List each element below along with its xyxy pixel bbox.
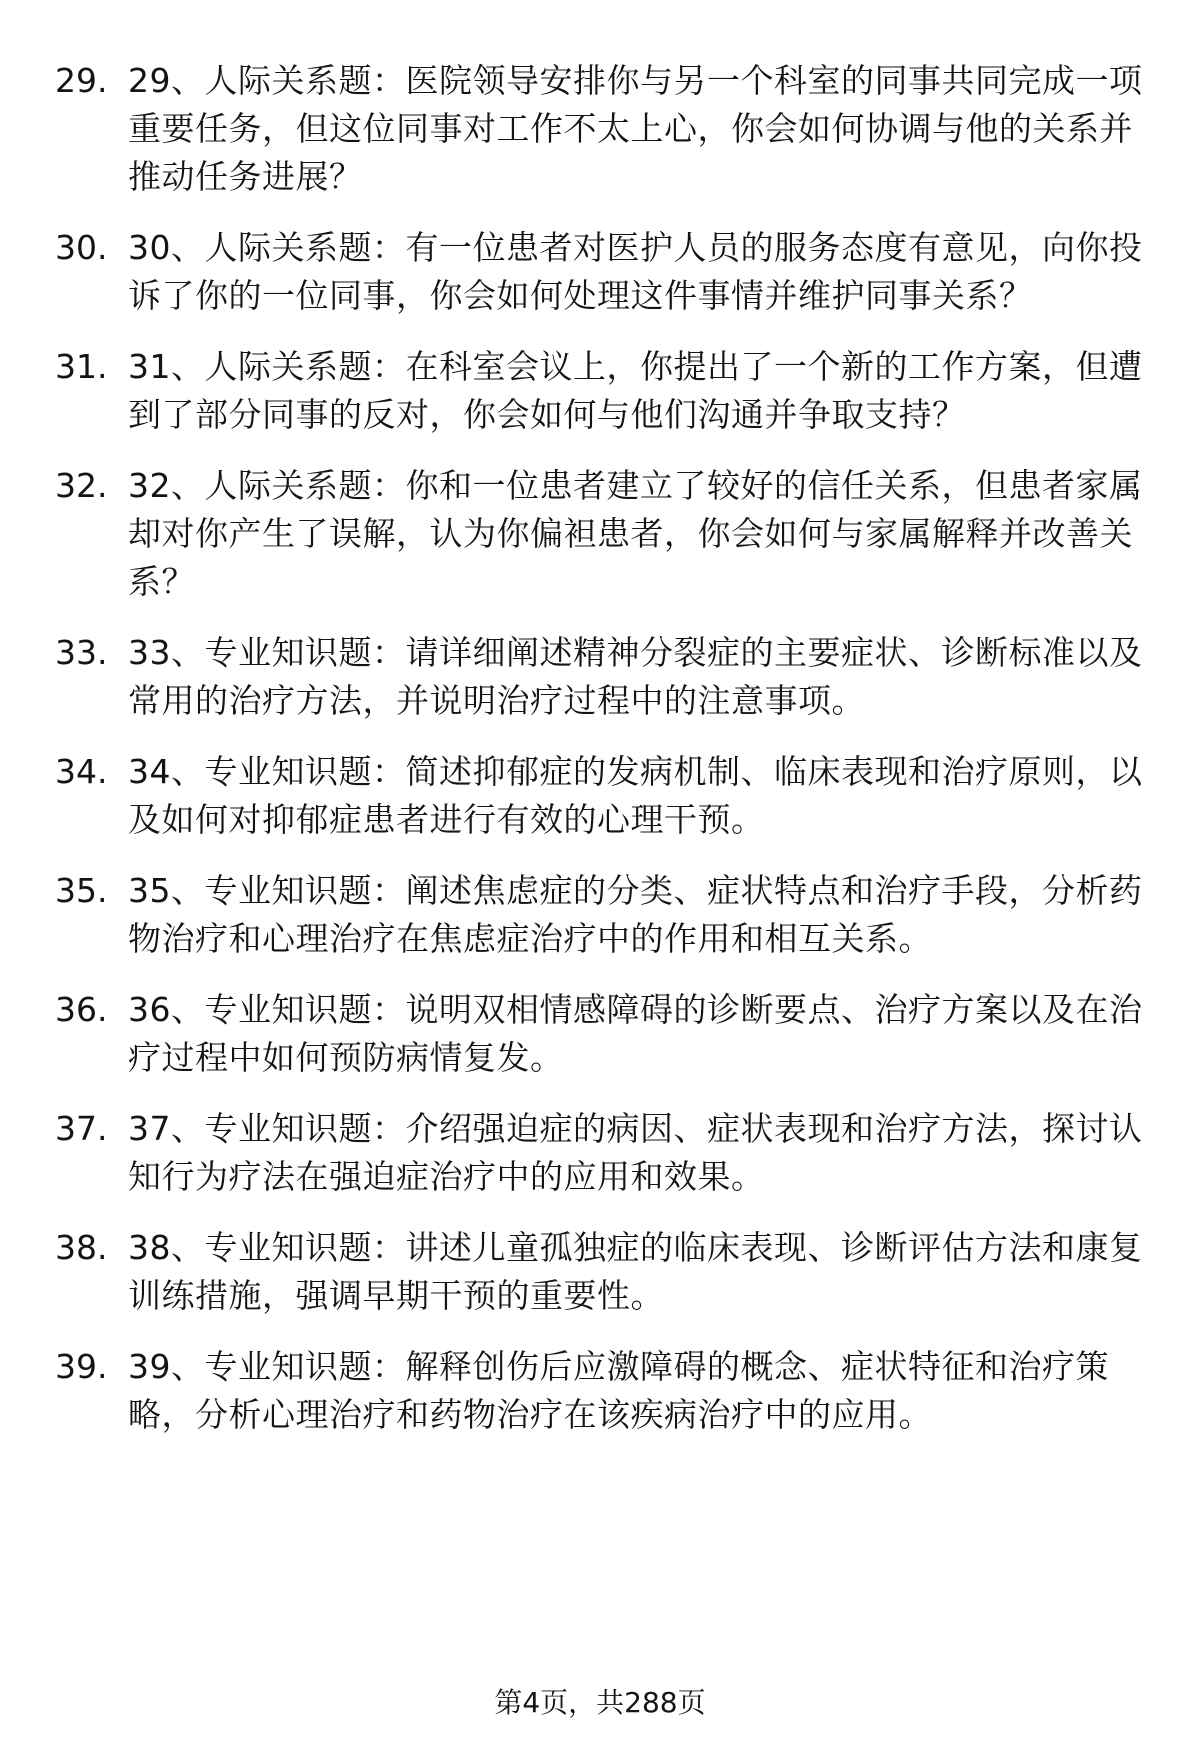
- question-list: [55, 57, 1145, 1462]
- question-text: 30、人际关系题：有一位患者对医护人员的服务态度有意见，向你投诉了你的一位同事，你会如何处理这件事情并维护同事关系？: [128, 228, 1143, 315]
- list-item: [55, 748, 1145, 844]
- question-text: 38、专业知识题：讲述儿童孤独症的临床表现、诊断评估方法和康复训练措施，强调早期干预的重要性。: [128, 1228, 1143, 1315]
- list-item: [55, 986, 1145, 1082]
- question-text: 35、专业知识题：阐述焦虑症的分类、症状特点和治疗手段，分析药物治疗和心理治疗在焦虑症治疗中的作用和相互关系。: [128, 871, 1143, 958]
- question-number: 35.: [55, 871, 108, 910]
- question-number: 39.: [55, 1347, 108, 1386]
- list-item: [55, 224, 1145, 320]
- question-number: 37.: [55, 1109, 108, 1148]
- list-item: [55, 1224, 1145, 1320]
- list-item: [55, 867, 1145, 963]
- page-number-footer: 第4页，共288页: [494, 1686, 706, 1719]
- question-number: 36.: [55, 990, 108, 1029]
- list-item: [55, 57, 1145, 201]
- question-text: 29、人际关系题：医院领导安排你与另一个科室的同事共同完成一项重要任务，但这位同事对工作不太上心，你会如何协调与他的关系并推动任务进展？: [128, 61, 1143, 196]
- question-text: 31、人际关系题：在科室会议上，你提出了一个新的工作方案，但遭到了部分同事的反对，你会如何与他们沟通并争取支持？: [128, 347, 1143, 434]
- question-text: 34、专业知识题：简述抑郁症的发病机制、临床表现和治疗原则，以及如何对抑郁症患者进行有效的心理干预。: [128, 752, 1143, 839]
- question-number: 32.: [55, 466, 108, 505]
- list-item: [55, 629, 1145, 725]
- list-item: [55, 1343, 1145, 1439]
- question-number: 38.: [55, 1228, 108, 1267]
- question-number: 31.: [55, 347, 108, 386]
- list-item: [55, 462, 1145, 606]
- question-text: 32、人际关系题：你和一位患者建立了较好的信任关系，但患者家属却对你产生了误解，认为你偏袒患者，你会如何与家属解释并改善关系？: [128, 466, 1143, 601]
- list-item: [55, 343, 1145, 439]
- list-item: [55, 1105, 1145, 1201]
- question-number: 34.: [55, 752, 108, 791]
- question-text: 33、专业知识题：请详细阐述精神分裂症的主要症状、诊断标准以及常用的治疗方法，并说明治疗过程中的注意事项。: [128, 633, 1143, 720]
- question-number: 33.: [55, 633, 108, 672]
- question-number: 30.: [55, 228, 108, 267]
- question-text: 37、专业知识题：介绍强迫症的病因、症状表现和治疗方法，探讨认知行为疗法在强迫症治疗中的应用和效果。: [128, 1109, 1143, 1196]
- question-text: 36、专业知识题：说明双相情感障碍的诊断要点、治疗方案以及在治疗过程中如何预防病情复发。: [128, 990, 1143, 1077]
- question-number: 29.: [55, 61, 108, 100]
- question-text: 39、专业知识题：解释创伤后应激障碍的概念、症状特征和治疗策略，分析心理治疗和药物治疗在该疾病治疗中的应用。: [128, 1347, 1109, 1434]
